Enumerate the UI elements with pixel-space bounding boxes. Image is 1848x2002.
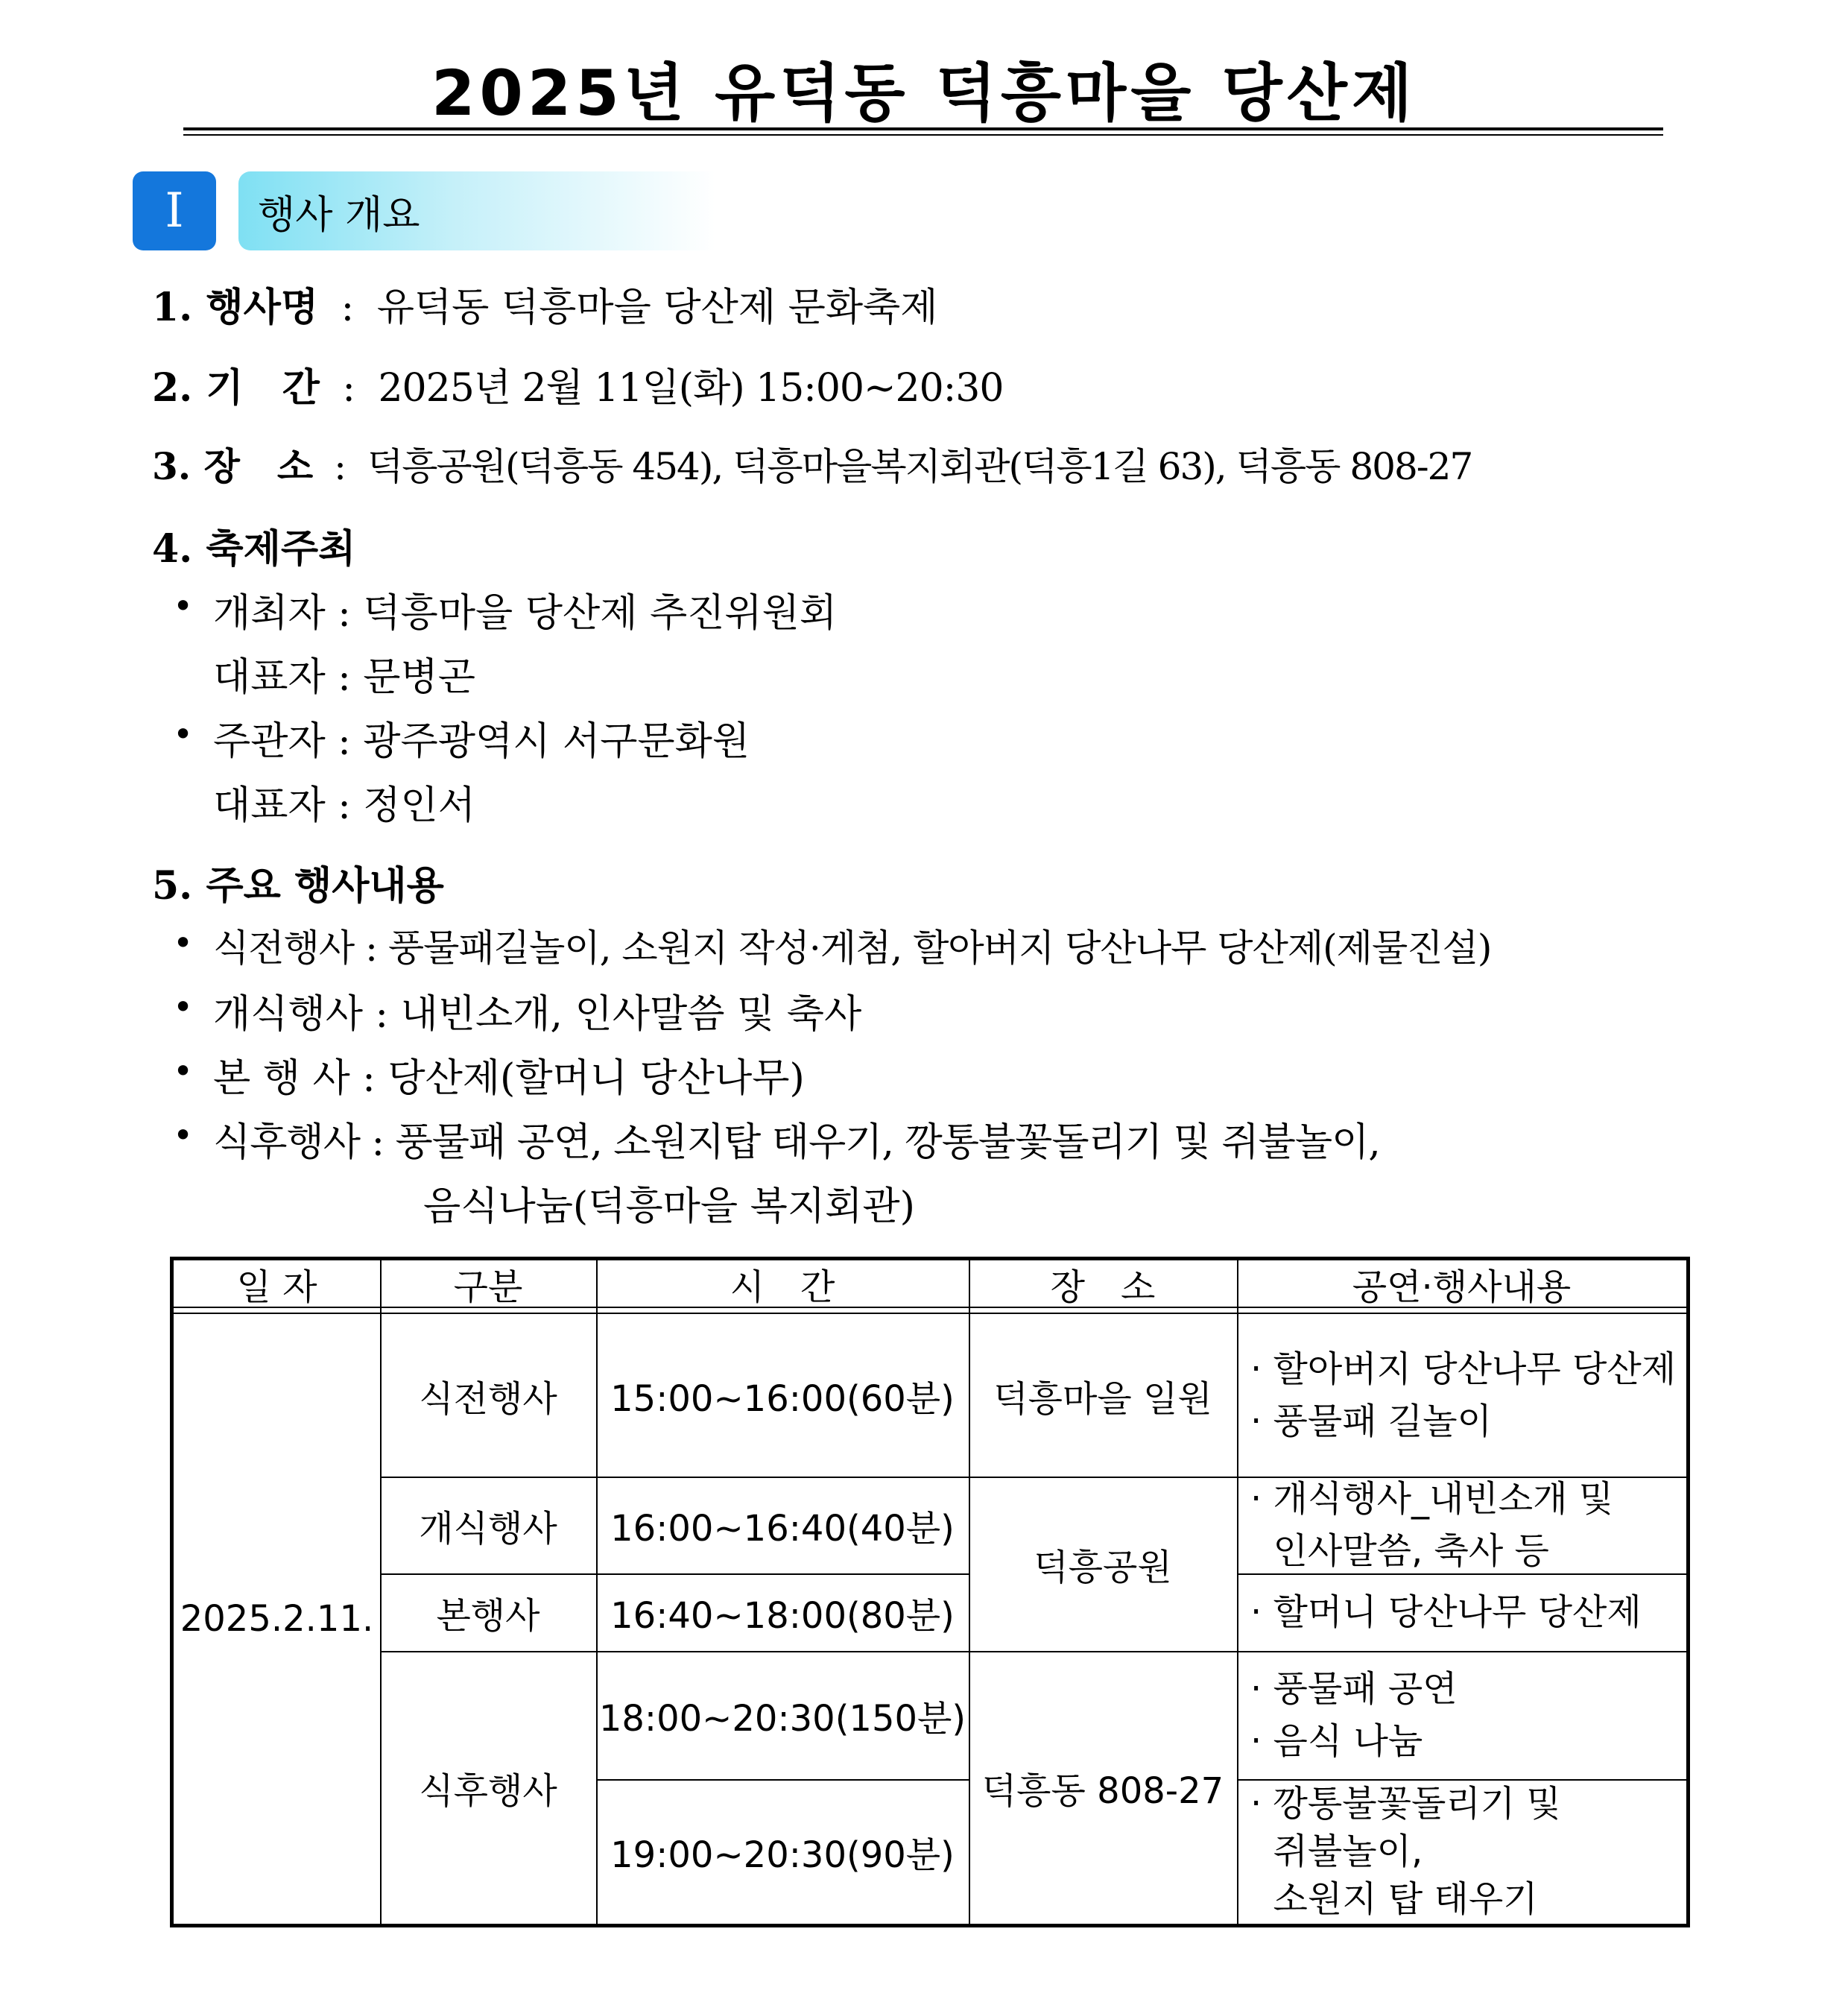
- content-item: 쥐불놀이,: [1250, 1831, 1423, 1872]
- header-content: 공연·행사내용: [1352, 1266, 1572, 1308]
- program-post-line-cont: 음식나눔(덕흥마을 복지회관): [423, 1184, 915, 1229]
- header-category: 구분: [453, 1266, 523, 1308]
- time-cell-post-a: 18:00~20:30(150분): [598, 1697, 966, 1740]
- date-cell: 2025.2.11.: [180, 1598, 374, 1640]
- content-item: 인사말씀, 축사 등: [1250, 1530, 1549, 1572]
- item-label: 2. 기 간: [152, 365, 320, 411]
- content-cell-pre: [1250, 1314, 1686, 1477]
- time-cell-pre: 15:00~16:00(60분): [610, 1377, 955, 1420]
- place-cell-post: 덕흥동 808-27: [981, 1769, 1224, 1812]
- item-value: 덕흥공원(덕흥동 454), 덕흥마을복지회관(덕흥1길 63), 덕흥동 808-27: [367, 445, 1472, 488]
- category-cell-post: 식후행사: [419, 1769, 557, 1812]
- bullet-icon: •: [173, 923, 194, 963]
- place-cell-pre: 덕흥마을 일원: [993, 1377, 1212, 1420]
- section-title: 행사 개요: [258, 193, 420, 238]
- column-divider: [1237, 1260, 1238, 1924]
- bullet-icon: •: [173, 1051, 194, 1091]
- content-cell-opening: [1250, 1477, 1686, 1573]
- section-number-badge: Ⅰ: [133, 171, 216, 250]
- content-item: · 개식행사_내빈소개 및: [1250, 1478, 1614, 1520]
- content-item: 소원지 탑 태우기: [1250, 1878, 1538, 1920]
- host-line: 개최자 : 덕흥마을 당산제 추진위원회: [213, 591, 838, 636]
- category-cell-main: 본행사: [436, 1594, 540, 1637]
- title-underline-thick: [183, 127, 1663, 130]
- content-item: · 풍물패 공연: [1250, 1668, 1458, 1710]
- content-item: · 깡통불꽃돌리기 및: [1250, 1783, 1561, 1825]
- item-value: 2025년 2월 11일(화) 15:00~20:30: [378, 366, 1004, 411]
- organizer-rep-line: 대표자 : 정인서: [213, 783, 475, 828]
- bullet-icon: •: [173, 987, 194, 1027]
- time-cell-post-b: 19:00~20:30(90분): [610, 1834, 955, 1876]
- bullet-icon: •: [173, 714, 194, 754]
- program-post-line: 식후행사 : 풍물패 공연, 소원지탑 태우기, 깡통불꽃돌리기 및 쥐불놀이,: [213, 1120, 1380, 1165]
- bullet-icon: •: [173, 1115, 194, 1155]
- title-underline-thin: [183, 134, 1663, 136]
- page-title: 2025년 유덕동 덕흥마을 당산제: [431, 57, 1417, 130]
- place-cell-park: 덕흥공원: [1034, 1546, 1172, 1588]
- header-date: 일 자: [236, 1266, 317, 1308]
- overview-item-period: [152, 356, 1003, 412]
- content-cell-post-a: [1250, 1651, 1686, 1779]
- item-separator: :: [341, 285, 355, 330]
- program-main-line: 본 행 사 : 당산제(할머니 당산나무): [213, 1056, 805, 1101]
- content-cell-post-b: [1250, 1779, 1686, 1924]
- header-time: 시 간: [730, 1266, 835, 1308]
- content-item: · 풍물패 길놀이: [1250, 1401, 1492, 1442]
- overview-item-place: [152, 437, 1472, 490]
- time-cell-opening: 16:00~16:40(40분): [610, 1507, 955, 1550]
- item-label: 1. 행사명: [152, 285, 319, 330]
- program-pre-line: 식전행사 : 풍물패길놀이, 소원지 작성·게첨, 할아버지 당산나무 당산제(제물진설): [213, 926, 1492, 970]
- schedule-table: [170, 1257, 1690, 1927]
- program-opening-line: 개식행사 : 내빈소개, 인사말씀 및 축사: [213, 992, 862, 1037]
- item-value: 유덕동 덕흥마을 당산제 문화축제: [376, 285, 938, 330]
- content-cell-main: [1250, 1573, 1686, 1651]
- item-heading: 5. 주요 행사내용: [152, 863, 444, 909]
- overview-item-host-heading: [152, 517, 355, 573]
- organizer-line: 주관자 : 광주광역시 서구문화원: [213, 719, 750, 764]
- content-item: · 음식 나눔: [1250, 1720, 1423, 1762]
- header-place: 장 소: [1050, 1266, 1156, 1308]
- content-item: · 할머니 당산나무 당산제: [1250, 1591, 1642, 1633]
- item-separator: :: [342, 366, 355, 411]
- overview-item-program-heading: [152, 854, 444, 910]
- content-item: · 할아버지 당산나무 당산제: [1250, 1348, 1677, 1390]
- item-label: 3. 장 소: [152, 444, 314, 488]
- overview-item-name: [152, 276, 938, 332]
- item-heading: 4. 축제주최: [152, 526, 356, 572]
- category-cell-pre: 식전행사: [419, 1377, 557, 1420]
- item-separator: :: [334, 445, 346, 488]
- category-cell-opening: 개식행사: [419, 1507, 557, 1550]
- bullet-icon: •: [173, 586, 194, 626]
- time-cell-main: 16:40~18:00(80분): [610, 1594, 955, 1637]
- host-rep-line: 대표자 : 문병곤: [213, 655, 475, 700]
